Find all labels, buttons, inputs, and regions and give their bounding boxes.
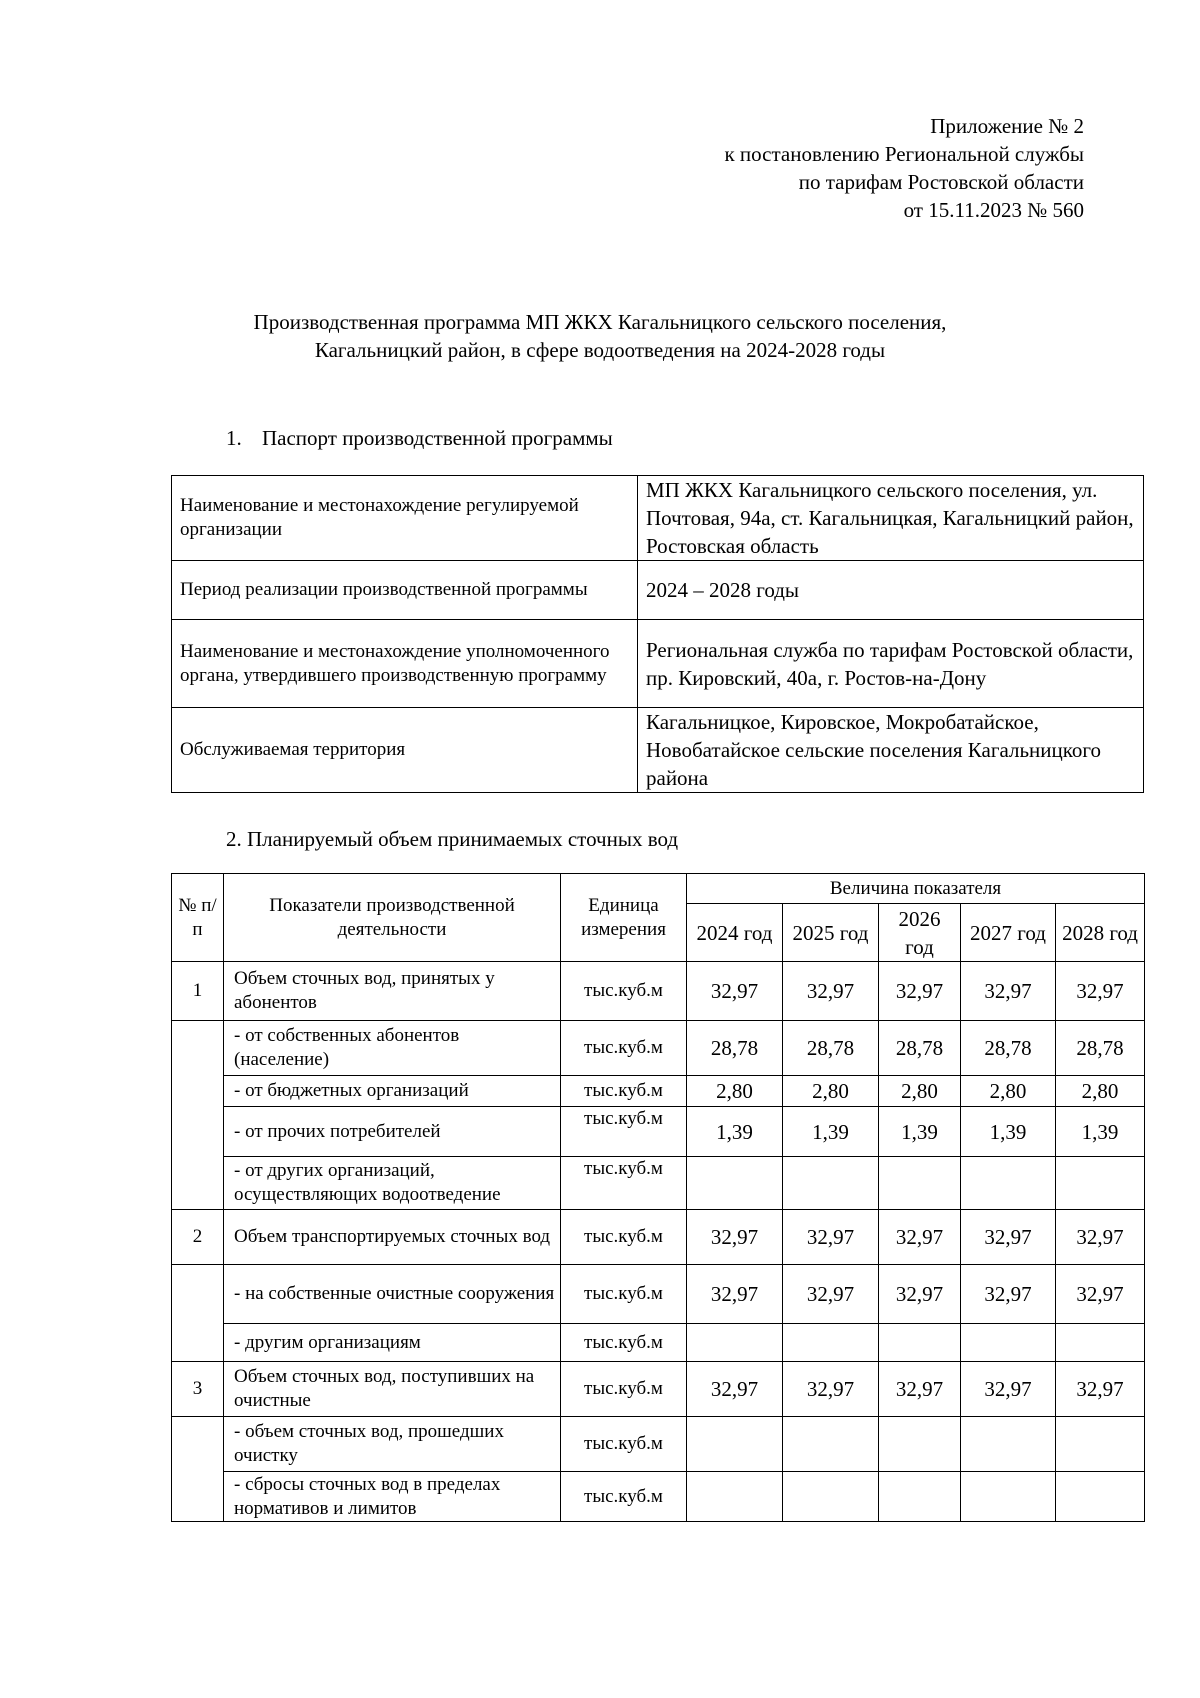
passport-key: Наименование и местонахождение регулируемой организации <box>172 476 638 561</box>
value-cell <box>879 1472 961 1522</box>
value-cell <box>687 1324 783 1362</box>
indicator-cell: - от прочих потребителей <box>224 1107 561 1157</box>
col-header-unit: Единица измерения <box>561 874 687 962</box>
col-header-year: 2028 год <box>1056 904 1145 962</box>
col-header-year: 2027 год <box>961 904 1056 962</box>
value-cell: 32,97 <box>783 1362 879 1417</box>
row-number-empty <box>172 1021 224 1210</box>
value-cell <box>687 1472 783 1522</box>
title-line: Кагальницкий район, в сфере водоотведения на 2024-2028 годы <box>314 338 886 362</box>
table-row <box>172 1021 1145 1076</box>
appendix-date: от 15.11.2023 № 560 <box>903 198 1084 222</box>
volumes-table <box>171 873 1145 1522</box>
row-number: 1 <box>172 962 224 1021</box>
passport-row <box>172 708 1144 793</box>
passport-table <box>171 475 1144 793</box>
value-cell: 2,80 <box>879 1076 961 1107</box>
section-2-heading: 2. Планируемый объем принимаемых сточных вод <box>226 827 679 851</box>
passport-value: Региональная служба по тарифам Ростовской области, пр. Кировский, 40а, г. Ростов-на-Дону <box>638 620 1144 708</box>
value-cell: 32,97 <box>783 1265 879 1324</box>
passport-key: Обслуживаемая территория <box>172 708 638 793</box>
row-number: 2 <box>172 1210 224 1265</box>
value-cell: 32,97 <box>783 962 879 1021</box>
unit-cell: тыс.куб.м <box>561 1076 687 1107</box>
value-cell: 2,80 <box>687 1076 783 1107</box>
title-line: Производственная программа МП ЖКХ Кагальницкого сельского поселения, <box>253 310 947 334</box>
value-cell: 32,97 <box>879 1362 961 1417</box>
value-cell: 32,97 <box>687 962 783 1021</box>
col-header-year: 2026 год <box>879 904 961 962</box>
value-cell: 1,39 <box>783 1107 879 1157</box>
value-cell: 2,80 <box>961 1076 1056 1107</box>
value-cell: 2,80 <box>1056 1076 1145 1107</box>
value-cell: 32,97 <box>879 1265 961 1324</box>
value-cell: 1,39 <box>961 1107 1056 1157</box>
appendix-number: Приложение № 2 <box>930 114 1084 138</box>
table-row <box>172 1265 1145 1324</box>
value-cell: 1,39 <box>1056 1107 1145 1157</box>
indicator-cell: Объем транспортируемых сточных вод <box>224 1210 561 1265</box>
value-cell: 32,97 <box>879 962 961 1021</box>
appendix-ref-line: к постановлению Региональной службы <box>724 142 1084 166</box>
document-title <box>100 308 1100 364</box>
value-cell <box>879 1157 961 1210</box>
unit-cell: тыс.куб.м <box>561 1265 687 1324</box>
value-cell: 32,97 <box>687 1265 783 1324</box>
value-cell <box>1056 1324 1145 1362</box>
unit-cell: тыс.куб.м <box>561 962 687 1021</box>
indicator-cell: - от собственных абонентов (население) <box>224 1021 561 1076</box>
indicator-cell: - от бюджетных организаций <box>224 1076 561 1107</box>
table-row <box>172 962 1145 1021</box>
value-cell <box>961 1417 1056 1472</box>
value-cell: 32,97 <box>687 1362 783 1417</box>
value-cell <box>687 1157 783 1210</box>
value-cell: 32,97 <box>687 1210 783 1265</box>
passport-value: Кагальницкое, Кировское, Мокробатайское, Новобатайское сельские поселения Кагальницкого района <box>638 708 1144 793</box>
row-number-empty <box>172 1417 224 1522</box>
value-cell: 32,97 <box>961 1362 1056 1417</box>
col-header-value-group: Величина показателя <box>687 874 1145 904</box>
unit-cell: тыс.куб.м <box>561 1210 687 1265</box>
row-number: 3 <box>172 1362 224 1417</box>
table-row <box>172 1157 1145 1210</box>
passport-row <box>172 620 1144 708</box>
value-cell: 32,97 <box>1056 1362 1145 1417</box>
value-cell: 32,97 <box>1056 1210 1145 1265</box>
value-cell: 28,78 <box>879 1021 961 1076</box>
value-cell <box>1056 1417 1145 1472</box>
value-cell <box>961 1324 1056 1362</box>
table-row <box>172 1107 1145 1157</box>
value-cell: 2,80 <box>783 1076 879 1107</box>
value-cell: 1,39 <box>879 1107 961 1157</box>
value-cell: 28,78 <box>961 1021 1056 1076</box>
value-cell: 32,97 <box>879 1210 961 1265</box>
indicator-cell: - другим организациям <box>224 1324 561 1362</box>
value-cell <box>961 1472 1056 1522</box>
unit-cell: тыс.куб.м <box>561 1472 687 1522</box>
value-cell: 32,97 <box>961 962 1056 1021</box>
header-row <box>172 874 1145 904</box>
value-cell: 28,78 <box>783 1021 879 1076</box>
value-cell: 32,97 <box>1056 1265 1145 1324</box>
value-cell: 28,78 <box>1056 1021 1145 1076</box>
value-cell <box>879 1417 961 1472</box>
value-cell <box>783 1417 879 1472</box>
value-cell <box>961 1157 1056 1210</box>
value-cell <box>879 1324 961 1362</box>
passport-value: 2024 – 2028 годы <box>638 561 1144 620</box>
col-header-num: № п/п <box>172 874 224 962</box>
value-cell: 32,97 <box>961 1265 1056 1324</box>
unit-cell: тыс.куб.м <box>561 1324 687 1362</box>
table-row <box>172 1210 1145 1265</box>
indicator-cell: Объем сточных вод, принятых у абонентов <box>224 962 561 1021</box>
indicator-cell: - от других организаций, осуществляющих водоотведение <box>224 1157 561 1210</box>
value-cell: 28,78 <box>687 1021 783 1076</box>
indicator-cell: - на собственные очистные сооружения <box>224 1265 561 1324</box>
section-number: 1. <box>226 426 242 450</box>
passport-row <box>172 561 1144 620</box>
section-1-heading <box>226 424 613 452</box>
value-cell: 32,97 <box>1056 962 1145 1021</box>
col-header-year: 2024 год <box>687 904 783 962</box>
value-cell: 32,97 <box>783 1210 879 1265</box>
value-cell <box>1056 1472 1145 1522</box>
unit-cell: тыс.куб.м <box>561 1362 687 1417</box>
value-cell <box>783 1472 879 1522</box>
unit-cell: тыс.куб.м <box>561 1157 687 1210</box>
col-header-year: 2025 год <box>783 904 879 962</box>
indicator-cell: - объем сточных вод, прошедших очистку <box>224 1417 561 1472</box>
unit-cell: тыс.куб.м <box>561 1021 687 1076</box>
unit-cell: тыс.куб.м <box>561 1107 687 1157</box>
table-row <box>172 1324 1145 1362</box>
value-cell <box>1056 1157 1145 1210</box>
unit-cell: тыс.куб.м <box>561 1417 687 1472</box>
passport-key: Период реализации производственной программы <box>172 561 638 620</box>
passport-key: Наименование и местонахождение уполномоченного органа, утвердившего производственную программу <box>172 620 638 708</box>
appendix-ref-line: по тарифам Ростовской области <box>798 170 1084 194</box>
indicator-cell: - сбросы сточных вод в пределах нормативов и лимитов <box>224 1472 561 1522</box>
passport-row <box>172 476 1144 561</box>
appendix-header <box>724 112 1084 224</box>
table-row <box>172 1472 1145 1522</box>
row-number-empty <box>172 1265 224 1362</box>
table-row <box>172 1076 1145 1107</box>
value-cell <box>783 1157 879 1210</box>
table-row <box>172 1417 1145 1472</box>
value-cell <box>687 1417 783 1472</box>
col-header-indicator: Показатели производственной деятельности <box>224 874 561 962</box>
passport-value: МП ЖКХ Кагальницкого сельского поселения, ул. Почтовая, 94а, ст. Кагальницкая, Кагальницкий район, Ростовская область <box>638 476 1144 561</box>
value-cell <box>783 1324 879 1362</box>
indicator-cell: Объем сточных вод, поступивших на очистные <box>224 1362 561 1417</box>
table-row <box>172 1362 1145 1417</box>
section-text: Паспорт производственной программы <box>262 426 613 450</box>
value-cell: 1,39 <box>687 1107 783 1157</box>
value-cell: 32,97 <box>961 1210 1056 1265</box>
